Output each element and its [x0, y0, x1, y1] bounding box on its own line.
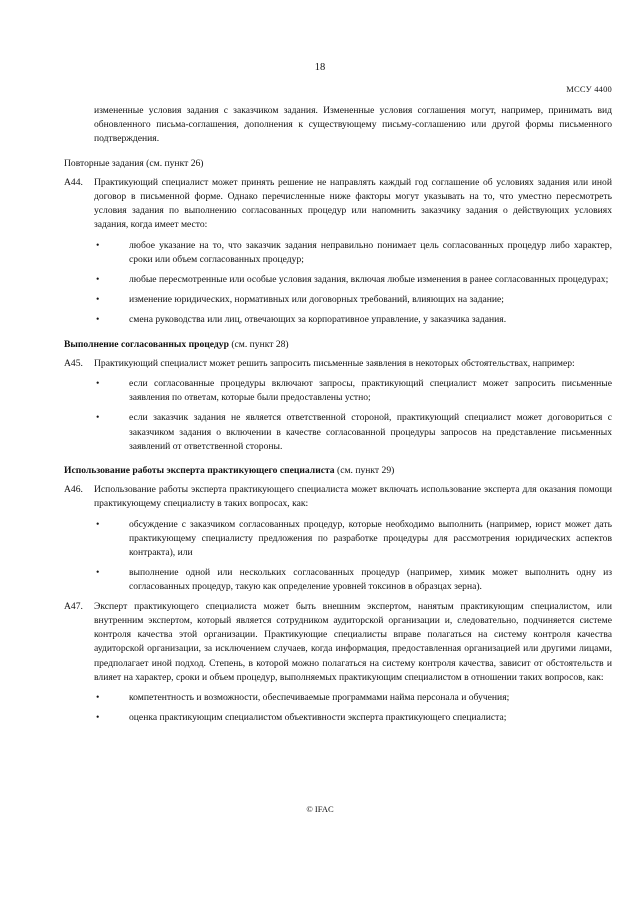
list-item — [94, 273, 612, 287]
bullet-icon: • — [96, 412, 100, 424]
section-heading-repeat-engagements: Повторные задания (см. пункт 26) — [64, 157, 204, 169]
section-heading-using-expert — [64, 464, 612, 478]
paragraph-number: A44. — [64, 176, 83, 188]
paragraph-a47 — [64, 600, 612, 685]
bullet-text: если согласованные процедуры включают запросы, практикующий специалист может запросить письменные заявления по ответам, которые были предоставлены устно; — [129, 378, 612, 404]
paragraph-text: Практикующий специалист может принять решение не направлять каждый год соглашение об условиях задания или иной договор в письменной форме. Однако перечисленные ниже факторы могут указывать на то, что уместно пересмотреть условия задания по выполнению согласованных процедур или напомнить заказчику задания о действующих условиях задания, когда имеет место: — [94, 176, 612, 231]
bullet-icon: • — [96, 567, 100, 579]
bullet-icon: • — [96, 239, 100, 251]
bullet-icon: • — [96, 378, 100, 390]
bullet-text: выполнение одной или нескольких согласованных процедур (например, химик может выполнить одну из согласованных процедур, такую как определение уровней токсинов в образцах зерна). — [129, 567, 612, 593]
paragraph-a45 — [64, 357, 612, 371]
bullet-text: обсуждение с заказчиком согласованных процедур, которые необходимо выполнить (например, юрист может дать практикующему специалисту предложения по разработке процедуры для рассмотрения юридических аспектов контракта), или — [129, 518, 612, 559]
section-heading-performing-procedures — [64, 338, 612, 352]
list-item — [94, 411, 612, 454]
paragraph-text: Использование работы эксперта практикующего специалиста может включать использование эксперта для оказания помощи практикующему специалисту в таких вопросах, как: — [94, 484, 612, 510]
section-heading-bold: Выполнение согласованных процедур — [64, 338, 229, 350]
list-item — [94, 711, 612, 725]
copyright-footer: © IFAC — [306, 804, 334, 814]
paragraph-number: A45. — [64, 357, 83, 369]
list-item — [94, 313, 612, 327]
list-item — [94, 239, 612, 267]
list-item — [94, 377, 612, 405]
page-number: 18 — [314, 62, 326, 73]
bullet-text: изменение юридических, нормативных или договорных требований, влияющих на задание; — [129, 294, 504, 306]
bullet-text: компетентность и возможности, обеспечиваемые программами найма персонала и обучения; — [129, 691, 510, 703]
bullet-icon: • — [96, 274, 100, 286]
document-body — [64, 104, 612, 725]
section-heading-bold: Использование работы эксперта практикующего специалиста — [64, 465, 335, 477]
bullet-icon: • — [96, 314, 100, 326]
paragraph-a44 — [64, 176, 612, 233]
paragraph-number: A47. — [64, 600, 83, 612]
bullet-text: любые пересмотренные или особые условия задания, включая любые изменения в ранее согласованных процедурах; — [129, 274, 609, 286]
paragraph-text: Эксперт практикующего специалиста может быть внешним экспертом, нанятым практикующим специалистом, или внутренним экспертом, который является сотрудником аудиторской организации и, следовательно, подчиняется системе контроля качества этой организации. Практикующие специалисты вправе полагаться на систему контроля качества аудиторской организации, за исключением случаев, когда информация, предоставленная организацией или другими лицами, предполагает иной подход. Степень, в которой можно полагаться на систему контроля качества, зависит от обстоятельств и влияет на характер, сроки и объем процедур, выполняемых практикующим специалистом в отношении таких вопросов, как: — [94, 600, 612, 683]
bullet-text: оценка практикующим специалистом объективности эксперта практикующего специалиста; — [129, 712, 507, 724]
bullet-icon: • — [96, 712, 100, 724]
section-heading-ref: (см. пункт 29) — [334, 465, 395, 477]
bullet-text: если заказчик задания не является ответственной стороной, практикующий специалист может договориться с заказчиком задания о включении в качестве согласованной процедуры запросов на представление письменных заявлений от ответственной стороны. — [129, 412, 612, 452]
bullet-icon: • — [96, 294, 100, 306]
paragraph-text: Практикующий специалист может решить запросить письменные заявления в некоторых обстоятельствах, например: — [94, 357, 575, 369]
list-item — [94, 566, 612, 594]
section-heading-ref: (см. пункт 28) — [228, 338, 289, 350]
list-item — [94, 691, 612, 705]
list-item — [94, 518, 612, 561]
standard-label: МССУ 4400 — [566, 84, 612, 94]
bullet-text: смена руководства или лиц, отвечающих за корпоративное управление, у заказчика задания. — [129, 314, 507, 326]
list-item — [94, 293, 612, 307]
paragraph-number: A46. — [64, 484, 83, 496]
bullet-text: любое указание на то, что заказчик задания неправильно понимает цель согласованных процедур либо характер, сроки или объем согласованных процедур; — [129, 239, 612, 265]
bullet-icon: • — [96, 518, 100, 530]
bullet-icon: • — [96, 691, 100, 703]
intro-paragraph: измененные условия задания с заказчиком задания. Измененные условия соглашения могут, например, принимать вид обновленного письма-соглашения, дополнения к существующему письму-соглашению или другой формы письменного подтверждения. — [94, 105, 612, 145]
paragraph-a46 — [64, 483, 612, 511]
